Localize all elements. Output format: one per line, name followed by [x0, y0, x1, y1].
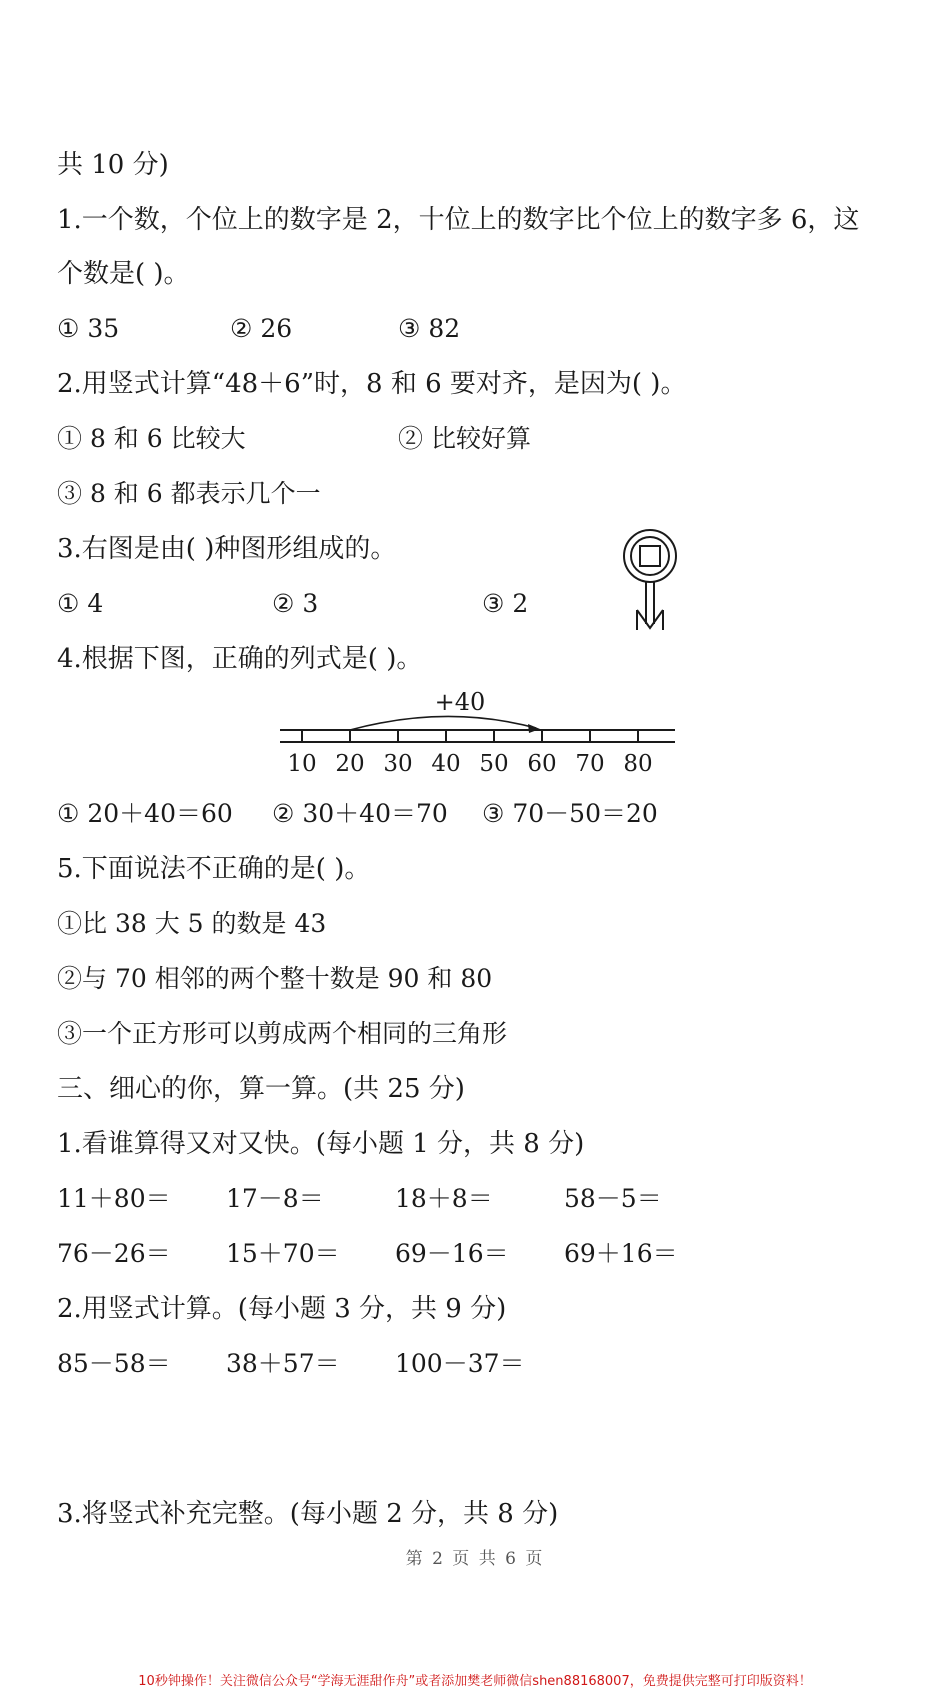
- number-line-tick-label: 40: [431, 751, 461, 777]
- calc-item: 11＋80＝: [57, 1184, 171, 1213]
- arrow-head: [637, 610, 663, 628]
- vertical-calc-item: 85－58＝: [57, 1349, 171, 1378]
- number-line-tick-label: 60: [527, 751, 557, 777]
- jump-arc: [350, 716, 536, 730]
- q2-option-2: ② 比较好算: [398, 424, 531, 453]
- q1-option-3: ③ 82: [398, 314, 461, 343]
- q5-option-1: ①比 38 大 5 的数是 43: [57, 909, 327, 938]
- header-fragment: 共 10 分): [57, 150, 169, 180]
- promo-banner: 10秒钟操作！关注微信公众号“学海无涯甜作舟”或者添加樊老师微信shen88168007，免费提供完整可打印版资料！: [138, 1674, 812, 1689]
- q4-option-3: ③ 70－50＝20: [482, 799, 658, 828]
- number-line-tick-label: 20: [335, 751, 365, 777]
- q1-line1: 1.一个数，个位上的数字是 2，十位上的数字比个位上的数字多 6，这: [57, 205, 860, 235]
- q3-option-3: ③ 2: [482, 589, 529, 618]
- q2-option-1: ① 8 和 6 比较大: [57, 424, 246, 453]
- inner-circle: [631, 537, 669, 575]
- q2-text: 2.用竖式计算“48＋6”时，8 和 6 要对齐，是因为( )。: [57, 369, 687, 399]
- calc-item: 15＋70＝: [226, 1239, 340, 1268]
- page-number-footer: 第 2 页 共 6 页: [405, 1549, 545, 1569]
- q1-line2: 个数是( )。: [57, 259, 190, 289]
- calc-item: 18＋8＝: [395, 1184, 493, 1213]
- vertical-calc-item: 38＋57＝: [226, 1349, 340, 1378]
- key-shape-figure: [620, 528, 680, 634]
- q4-text: 4.根据下图，正确的列式是( )。: [57, 644, 423, 674]
- number-line-tick-label: 10: [287, 751, 317, 777]
- q1-option-2: ② 26: [230, 314, 293, 343]
- q4-option-1: ① 20＋40＝60: [57, 799, 233, 828]
- q2-option-3: ③ 8 和 6 都表示几个一: [57, 479, 321, 508]
- section3-part2-title: 2.用竖式计算。(每小题 3 分，共 9 分): [57, 1294, 507, 1324]
- q1-option-1: ① 35: [57, 314, 120, 343]
- jump-arrowhead: [528, 724, 540, 733]
- q3-option-2: ② 3: [272, 589, 319, 618]
- number-line-tick-label: 70: [575, 751, 605, 777]
- number-line: [270, 690, 680, 780]
- vertical-calc-item: 100－37＝: [395, 1349, 525, 1378]
- q4-option-2: ② 30＋40＝70: [272, 799, 448, 828]
- number-line-tick-label: 50: [479, 751, 509, 777]
- section3-part3-title: 3.将竖式补充完整。(每小题 2 分，共 8 分): [57, 1499, 559, 1529]
- calc-item: 69－16＝: [395, 1239, 509, 1268]
- q5-option-2: ②与 70 相邻的两个整十数是 90 和 80: [57, 964, 493, 993]
- q3-option-1: ① 4: [57, 589, 104, 618]
- calc-item: 69＋16＝: [564, 1239, 678, 1268]
- calc-item: 17－8＝: [226, 1184, 324, 1213]
- jump-label: +40: [434, 690, 486, 716]
- calc-item: 76－26＝: [57, 1239, 171, 1268]
- number-line-tick-label: 30: [383, 751, 413, 777]
- q5-text: 5.下面说法不正确的是( )。: [57, 854, 371, 884]
- number-line-tick-label: 80: [623, 751, 653, 777]
- q5-option-3: ③一个正方形可以剪成两个相同的三角形: [57, 1019, 508, 1048]
- section3-part1-title: 1.看谁算得又对又快。(每小题 1 分，共 8 分): [57, 1129, 585, 1159]
- center-square: [640, 546, 660, 566]
- section3-title: 三、细心的你，算一算。(共 25 分): [57, 1074, 465, 1104]
- calc-item: 58－5＝: [564, 1184, 662, 1213]
- q3-text: 3.右图是由( )种图形组成的。: [57, 534, 397, 564]
